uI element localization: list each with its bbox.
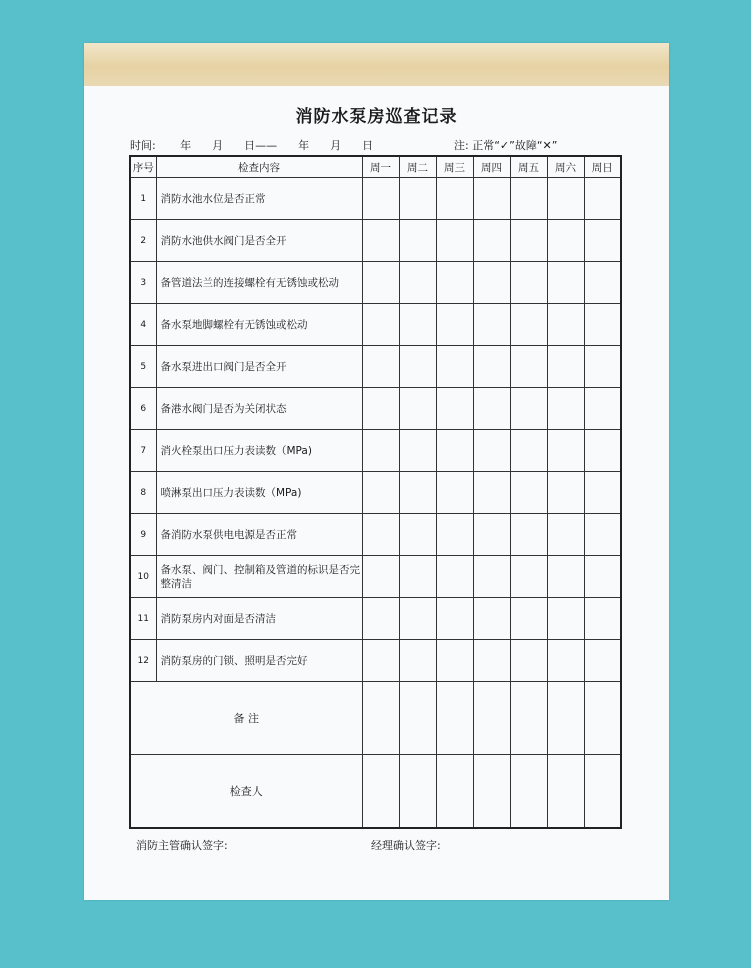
- header-wed: 周三: [436, 156, 473, 178]
- check-cell[interactable]: [584, 178, 621, 220]
- table-row: [130, 178, 621, 220]
- check-cell[interactable]: [547, 262, 584, 304]
- check-cell[interactable]: [584, 304, 621, 346]
- check-cell[interactable]: [362, 388, 399, 430]
- row-number: 11: [130, 598, 156, 640]
- row-number: 9: [130, 514, 156, 556]
- table-row: [130, 556, 621, 598]
- check-cell[interactable]: [436, 178, 473, 220]
- check-cell[interactable]: [362, 682, 399, 755]
- check-cell[interactable]: [362, 178, 399, 220]
- check-cell[interactable]: [473, 640, 510, 682]
- check-cell[interactable]: [399, 262, 436, 304]
- check-cell[interactable]: [399, 514, 436, 556]
- check-cell[interactable]: [473, 430, 510, 472]
- check-cell[interactable]: [399, 682, 436, 755]
- remarks-label: 备 注: [130, 682, 362, 755]
- check-item: 备水泵、阀门、控制箱及管道的标识是否完整清洁: [156, 556, 362, 598]
- table-row: [130, 262, 621, 304]
- inspector-row: [130, 755, 621, 828]
- check-cell[interactable]: [436, 755, 473, 828]
- check-cell[interactable]: [399, 472, 436, 514]
- check-cell[interactable]: [547, 472, 584, 514]
- check-cell[interactable]: [584, 514, 621, 556]
- check-cell[interactable]: [510, 682, 547, 755]
- table-row: [130, 514, 621, 556]
- check-cell[interactable]: [584, 682, 621, 755]
- check-cell[interactable]: [510, 220, 547, 262]
- check-cell[interactable]: [436, 640, 473, 682]
- check-cell[interactable]: [510, 304, 547, 346]
- check-cell[interactable]: [584, 388, 621, 430]
- check-cell[interactable]: [399, 388, 436, 430]
- header-band: [84, 43, 669, 86]
- check-cell[interactable]: [399, 178, 436, 220]
- header-mon: 周一: [362, 156, 399, 178]
- table-row: [130, 430, 621, 472]
- check-cell[interactable]: [473, 556, 510, 598]
- check-cell[interactable]: [584, 556, 621, 598]
- remarks-row: [130, 682, 621, 755]
- check-cell[interactable]: [399, 346, 436, 388]
- check-cell[interactable]: [436, 472, 473, 514]
- check-cell[interactable]: [436, 598, 473, 640]
- table-row: [130, 472, 621, 514]
- check-cell[interactable]: [436, 514, 473, 556]
- check-cell[interactable]: [436, 220, 473, 262]
- check-cell[interactable]: [362, 346, 399, 388]
- inspector-label: 检查人: [130, 755, 362, 828]
- row-number: 10: [130, 556, 156, 598]
- check-cell[interactable]: [547, 304, 584, 346]
- check-cell[interactable]: [436, 682, 473, 755]
- check-cell[interactable]: [510, 755, 547, 828]
- check-cell[interactable]: [510, 346, 547, 388]
- check-cell[interactable]: [584, 598, 621, 640]
- row-number: 1: [130, 178, 156, 220]
- check-item: 喷淋泵出口压力表读数（MPa): [156, 472, 362, 514]
- check-cell[interactable]: [399, 220, 436, 262]
- check-item: 消防水池水位是否正常: [156, 178, 362, 220]
- check-item: 备消防水泵供电电源是否正常: [156, 514, 362, 556]
- check-cell[interactable]: [510, 514, 547, 556]
- check-item: 消防泵房内对面是否清洁: [156, 598, 362, 640]
- check-cell[interactable]: [473, 388, 510, 430]
- table-header-row: [130, 156, 621, 178]
- check-cell[interactable]: [473, 178, 510, 220]
- check-cell[interactable]: [584, 430, 621, 472]
- check-cell[interactable]: [399, 598, 436, 640]
- check-cell[interactable]: [362, 430, 399, 472]
- check-cell[interactable]: [510, 640, 547, 682]
- check-item: 消火栓泵出口压力表读数（MPa): [156, 430, 362, 472]
- header-item: 检查内容: [156, 156, 362, 178]
- check-item: 消防水池供水阀门是否全开: [156, 220, 362, 262]
- check-cell[interactable]: [436, 346, 473, 388]
- table-row: [130, 388, 621, 430]
- header-tue: 周二: [399, 156, 436, 178]
- check-cell[interactable]: [362, 640, 399, 682]
- row-number: 6: [130, 388, 156, 430]
- page-title: 消防水泵房巡查记录: [295, 107, 458, 127]
- table-row: [130, 346, 621, 388]
- check-cell[interactable]: [399, 430, 436, 472]
- check-cell[interactable]: [510, 430, 547, 472]
- table-row: [130, 304, 621, 346]
- check-cell[interactable]: [362, 472, 399, 514]
- check-item: 备水泵进出口阀门是否全开: [156, 346, 362, 388]
- check-cell[interactable]: [473, 304, 510, 346]
- check-cell[interactable]: [547, 598, 584, 640]
- row-number: 3: [130, 262, 156, 304]
- check-cell[interactable]: [362, 556, 399, 598]
- check-cell[interactable]: [399, 556, 436, 598]
- check-cell[interactable]: [399, 755, 436, 828]
- check-item: 备水泵地脚螺栓有无锈蚀或松动: [156, 304, 362, 346]
- form-paper: [84, 43, 669, 900]
- check-cell[interactable]: [473, 682, 510, 755]
- check-cell[interactable]: [584, 346, 621, 388]
- check-cell[interactable]: [584, 755, 621, 828]
- check-item: 备港水阀门是否为关闭状态: [156, 388, 362, 430]
- check-cell[interactable]: [510, 598, 547, 640]
- check-item: 消防泵房的门锁、照明是否完好: [156, 640, 362, 682]
- check-item: 备管道法兰的连接螺栓有无锈蚀或松动: [156, 262, 362, 304]
- check-cell[interactable]: [436, 304, 473, 346]
- check-cell[interactable]: [436, 388, 473, 430]
- row-number: 2: [130, 220, 156, 262]
- date-range-line: 时间: 年 月 日—— 年 月 日: [130, 139, 374, 152]
- check-cell[interactable]: [547, 556, 584, 598]
- check-cell[interactable]: [584, 262, 621, 304]
- check-cell[interactable]: [547, 178, 584, 220]
- check-cell[interactable]: [510, 388, 547, 430]
- check-cell[interactable]: [547, 388, 584, 430]
- check-cell[interactable]: [510, 556, 547, 598]
- check-cell[interactable]: [362, 755, 399, 828]
- row-number: 4: [130, 304, 156, 346]
- check-cell[interactable]: [399, 304, 436, 346]
- table-row: [130, 640, 621, 682]
- table-row: [130, 598, 621, 640]
- check-cell[interactable]: [473, 598, 510, 640]
- row-number: 5: [130, 346, 156, 388]
- check-cell[interactable]: [362, 514, 399, 556]
- check-cell[interactable]: [510, 472, 547, 514]
- check-cell[interactable]: [584, 220, 621, 262]
- supervisor-signature: 消防主管确认签字:: [136, 839, 228, 852]
- header-sat: 周六: [547, 156, 584, 178]
- check-cell[interactable]: [584, 640, 621, 682]
- row-number: 7: [130, 430, 156, 472]
- check-cell[interactable]: [436, 430, 473, 472]
- check-cell[interactable]: [547, 430, 584, 472]
- check-cell[interactable]: [473, 755, 510, 828]
- check-cell[interactable]: [547, 755, 584, 828]
- check-cell[interactable]: [473, 220, 510, 262]
- check-cell[interactable]: [362, 262, 399, 304]
- check-cell[interactable]: [547, 346, 584, 388]
- header-no: 序号: [130, 156, 156, 178]
- manager-signature: 经理确认签字:: [371, 839, 441, 852]
- check-cell[interactable]: [362, 304, 399, 346]
- inspection-table: [129, 155, 622, 829]
- check-cell[interactable]: [436, 556, 473, 598]
- table-row: [130, 220, 621, 262]
- check-cell[interactable]: [473, 262, 510, 304]
- check-cell[interactable]: [547, 640, 584, 682]
- check-cell[interactable]: [436, 262, 473, 304]
- check-cell[interactable]: [547, 514, 584, 556]
- header-thu: 周四: [473, 156, 510, 178]
- check-cell[interactable]: [547, 682, 584, 755]
- check-cell[interactable]: [547, 220, 584, 262]
- check-cell[interactable]: [362, 220, 399, 262]
- check-cell[interactable]: [473, 346, 510, 388]
- header-sun: 周日: [584, 156, 621, 178]
- header-fri: 周五: [510, 156, 547, 178]
- check-cell[interactable]: [584, 472, 621, 514]
- check-cell[interactable]: [473, 514, 510, 556]
- check-cell[interactable]: [399, 640, 436, 682]
- row-number: 8: [130, 472, 156, 514]
- check-cell[interactable]: [473, 472, 510, 514]
- check-cell[interactable]: [362, 598, 399, 640]
- row-number: 12: [130, 640, 156, 682]
- legend-note: 注: 正常“✓”故障“✕”: [454, 139, 558, 152]
- check-cell[interactable]: [510, 262, 547, 304]
- check-cell[interactable]: [510, 178, 547, 220]
